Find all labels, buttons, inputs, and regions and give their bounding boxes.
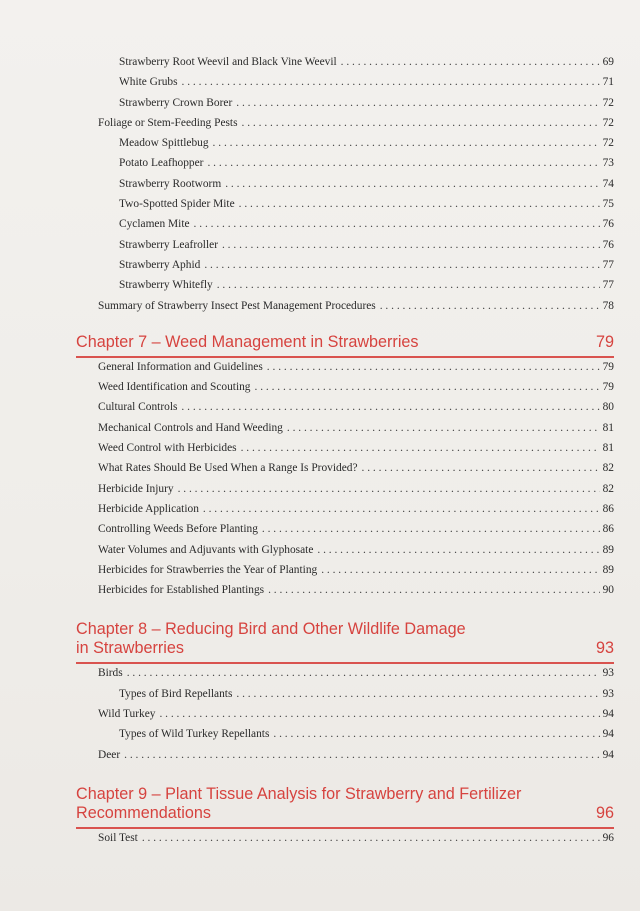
- toc-entry-page-number: 74: [602, 177, 614, 190]
- toc-entry[interactable]: [78, 178, 614, 198]
- toc-entry-title: Strawberry Aphid: [119, 258, 201, 271]
- dot-leader: [378, 300, 600, 312]
- toc-entry[interactable]: [78, 422, 614, 442]
- dot-leader: [201, 503, 600, 515]
- toc-entry[interactable]: [78, 544, 614, 564]
- toc-entry-title: Two-Spotted Spider Mite: [119, 198, 235, 211]
- toc-entry-page-number: 73: [602, 157, 614, 170]
- dot-leader: [122, 749, 599, 761]
- toc-entry-title: Potato Leafhopper: [119, 157, 204, 170]
- dot-leader: [315, 544, 599, 556]
- dot-leader: [266, 584, 600, 596]
- toc-entry-page-number: 93: [602, 667, 614, 680]
- toc-entry[interactable]: [78, 239, 614, 259]
- toc-entry-title: Cyclamen Mite: [119, 218, 190, 231]
- toc-entry[interactable]: [78, 279, 614, 299]
- dot-leader: [339, 56, 600, 68]
- toc-entry-title: Strawberry Rootworm: [119, 177, 222, 190]
- chapter-title-line-2: in Strawberries: [76, 639, 184, 658]
- dot-leader: [234, 97, 599, 109]
- toc-entry-title: Herbicides for Strawberries the Year of Planting: [98, 563, 318, 576]
- toc-entry[interactable]: [78, 442, 614, 462]
- toc-entry-title: What Rates Should Be Used When a Range Is Provided?: [98, 462, 358, 475]
- toc-entry[interactable]: [78, 198, 614, 218]
- toc-entry-title: Strawberry Leafroller: [119, 238, 218, 251]
- toc-entry-title: Mechanical Controls and Hand Weeding: [98, 421, 283, 434]
- toc-entry-title: Soil Test: [98, 831, 138, 844]
- toc-entry-title: Herbicide Application: [98, 502, 199, 515]
- toc-entry-title: Herbicide Injury: [98, 482, 174, 495]
- toc-entry-page-number: 78: [602, 299, 614, 312]
- toc-entry-page-number: 77: [602, 279, 614, 292]
- dot-leader: [260, 523, 600, 535]
- chapter-title-line-1: Chapter 9 – Plant Tissue Analysis for Strawberry and Fertilizer: [76, 784, 522, 803]
- toc-entry[interactable]: [78, 523, 614, 543]
- toc-entry[interactable]: [78, 300, 614, 320]
- toc-entry-page-number: 90: [602, 584, 614, 597]
- toc-entry-page-number: 86: [602, 502, 614, 515]
- toc-entry-page-number: 89: [602, 563, 614, 576]
- toc-entry-page-number: 94: [602, 748, 614, 761]
- toc-entry-title: Water Volumes and Adjuvants with Glyphosate: [98, 543, 314, 556]
- toc-entry-page-number: 79: [602, 360, 614, 373]
- chapter-page-number: 96: [595, 803, 614, 822]
- toc-entry[interactable]: [78, 667, 614, 687]
- toc-entry[interactable]: [78, 708, 614, 728]
- dot-leader: [237, 198, 600, 210]
- toc-entry-title: Foliage or Stem-Feeding Pests: [98, 116, 238, 129]
- toc-entry-title: Strawberry Root Weevil and Black Vine Weevil: [119, 56, 337, 68]
- toc-entry-page-number: 69: [602, 56, 614, 68]
- toc-section-chapter-7: [78, 361, 614, 605]
- dot-leader: [202, 259, 599, 271]
- toc-entry-title: Types of Wild Turkey Repellants: [119, 728, 270, 741]
- dot-leader: [240, 117, 600, 129]
- toc-entry-title: Summary of Strawberry Insect Pest Management Procedures: [98, 299, 376, 312]
- toc-entry-title: White Grubs: [119, 76, 178, 89]
- toc-entry-title: Meadow Spittlebug: [119, 137, 209, 150]
- chapter-title: [76, 620, 588, 658]
- toc-entry-title: Herbicides for Established Plantings: [98, 584, 265, 597]
- toc-section-chapter-8: [78, 667, 614, 768]
- toc-entry-page-number: 81: [602, 421, 614, 434]
- dot-leader: [265, 361, 600, 373]
- chapter-title-line-1: Chapter 8 – Reducing Bird and Other Wildlife Damage: [76, 620, 466, 639]
- toc-entry-page-number: 71: [602, 76, 614, 89]
- toc-entry-page-number: 93: [602, 687, 614, 700]
- toc-entry[interactable]: [78, 832, 614, 852]
- toc-entry[interactable]: [78, 401, 614, 421]
- dot-leader: [179, 401, 599, 413]
- toc-entry[interactable]: [78, 728, 614, 748]
- chapter-title-line-2: Recommendations: [76, 803, 211, 822]
- toc-entry-title: Weed Identification and Scouting: [98, 381, 251, 394]
- toc-entry-title: Cultural Controls: [98, 401, 178, 414]
- dot-leader: [157, 708, 599, 720]
- dot-leader: [125, 667, 600, 679]
- toc-entry-page-number: 94: [602, 708, 614, 721]
- dot-leader: [285, 422, 600, 434]
- chapter-9-heading: [76, 780, 614, 829]
- dot-leader: [360, 462, 600, 474]
- toc-entry[interactable]: [78, 749, 614, 769]
- toc-entry[interactable]: [78, 381, 614, 401]
- chapter-title: [76, 785, 588, 823]
- dot-leader: [234, 688, 599, 700]
- toc-entry-page-number: 72: [602, 116, 614, 129]
- toc-entry[interactable]: [78, 259, 614, 279]
- toc-entry-page-number: 96: [602, 831, 614, 844]
- toc-entry-page-number: 76: [602, 238, 614, 251]
- toc-entry[interactable]: [78, 483, 614, 503]
- toc-entry-page-number: 76: [602, 218, 614, 231]
- toc-entry[interactable]: [78, 503, 614, 523]
- toc-section-insect-pests: [78, 56, 614, 320]
- toc-entry-page-number: 81: [602, 442, 614, 455]
- dot-leader: [192, 218, 600, 230]
- dot-leader: [271, 728, 599, 740]
- chapter-page-number: 79: [595, 332, 614, 351]
- toc-entry-page-number: 82: [602, 462, 614, 475]
- toc-entry-title: Deer: [98, 748, 121, 761]
- toc-entry[interactable]: [78, 157, 614, 177]
- toc-entry-title: Wild Turkey: [98, 708, 156, 721]
- chapter-7-heading: [76, 328, 614, 358]
- dot-leader: [211, 137, 600, 149]
- toc-entry[interactable]: [78, 564, 614, 584]
- toc-entry-page-number: 80: [602, 401, 614, 414]
- dot-leader: [223, 178, 599, 190]
- toc-entry-title: Controlling Weeds Before Planting: [98, 523, 258, 536]
- toc-entry-page-number: 72: [602, 137, 614, 150]
- toc-entry[interactable]: [78, 137, 614, 157]
- dot-leader: [220, 239, 600, 251]
- toc-entry[interactable]: [78, 584, 614, 604]
- toc-entry-page-number: 82: [602, 482, 614, 495]
- toc-entry-page-number: 75: [602, 198, 614, 211]
- toc-entry[interactable]: [78, 117, 614, 137]
- toc-entry-title: Birds: [98, 667, 123, 680]
- chapter-8-heading: [76, 615, 614, 664]
- toc-entry-title: Strawberry Crown Borer: [119, 96, 233, 109]
- toc-entry-page-number: 94: [602, 728, 614, 741]
- toc-entry-title: General Information and Guidelines: [98, 360, 263, 373]
- dot-leader: [239, 442, 600, 454]
- toc-entry-title: Strawberry Whitefly: [119, 279, 213, 292]
- dot-leader: [176, 483, 600, 495]
- toc-entry[interactable]: [78, 218, 614, 238]
- toc-entry[interactable]: [78, 97, 614, 117]
- toc-entry[interactable]: [78, 688, 614, 708]
- dot-leader: [319, 564, 599, 576]
- dot-leader: [215, 279, 600, 291]
- toc-entry-page-number: 79: [602, 381, 614, 394]
- toc-entry[interactable]: [78, 361, 614, 381]
- toc-entry-title: Types of Bird Repellants: [119, 687, 233, 700]
- toc-entry[interactable]: [78, 462, 614, 482]
- dot-leader: [140, 832, 600, 844]
- toc-entry-title: Weed Control with Herbicides: [98, 442, 237, 455]
- chapter-title: Chapter 7 – Weed Management in Strawberries: [76, 332, 419, 351]
- chapter-page-number: 93: [595, 639, 614, 658]
- toc-entry[interactable]: [78, 56, 614, 76]
- toc-entry-page-number: 72: [602, 96, 614, 109]
- toc-entry-page-number: 77: [602, 258, 614, 271]
- toc-section-chapter-9: [78, 832, 614, 852]
- dot-leader: [180, 76, 600, 88]
- toc-entry-page-number: 89: [602, 543, 614, 556]
- dot-leader: [205, 157, 599, 169]
- dot-leader: [253, 381, 600, 393]
- toc-entry-page-number: 86: [602, 523, 614, 536]
- toc-entry[interactable]: [78, 76, 614, 96]
- table-of-contents: [78, 56, 614, 852]
